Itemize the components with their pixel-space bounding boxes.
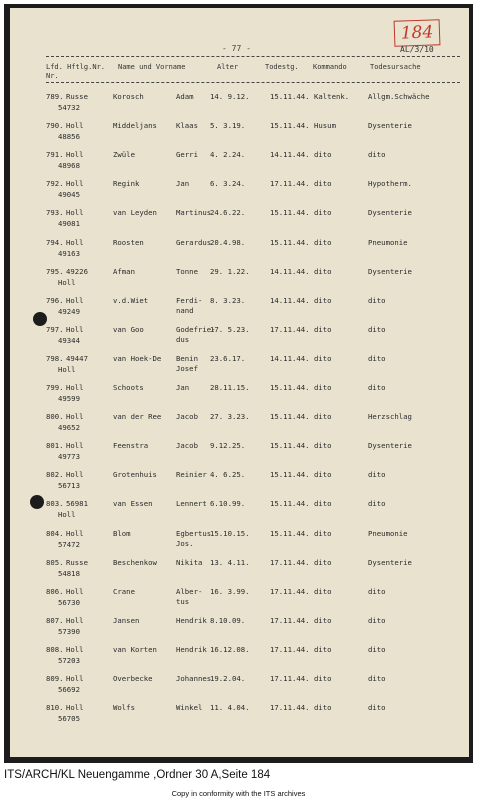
death-date: 17.11.44. [270, 324, 310, 334]
birth-date: 20.4.98. [210, 237, 246, 247]
surname: Beschenkow [113, 557, 157, 567]
entry-number: 791. [46, 150, 64, 160]
table-row [0, 441, 477, 469]
prisoner-number: 57390 [58, 626, 80, 636]
table-row [0, 296, 477, 324]
cause-of-death: dito [368, 295, 386, 305]
death-date: 17.11.44. [270, 179, 310, 189]
cause-of-death: dito [368, 703, 386, 713]
nationality: Holl [66, 703, 84, 713]
header-cause: Todesursache [370, 63, 421, 71]
first-name-continued: tus [176, 596, 190, 606]
table-row [0, 238, 477, 266]
entry-number: 790. [46, 121, 64, 131]
entry-number: 806. [46, 586, 64, 596]
first-name: Gerardus [176, 237, 212, 247]
cause-of-death: dito [368, 324, 386, 334]
first-name: Gerri [176, 150, 198, 160]
birth-date: 29. 1.22. [210, 266, 250, 276]
cause-of-death: dito [368, 470, 386, 480]
cause-of-death: Dysenterie [368, 121, 412, 131]
entry-number: 800. [46, 412, 64, 422]
command: dito [314, 703, 332, 713]
surname: Feenstra [113, 441, 149, 451]
cause-of-death: Herzschlag [368, 412, 412, 422]
cause-of-death: Hypotherm. [368, 179, 412, 189]
birth-date: 11. 4.04. [210, 703, 250, 713]
command: dito [314, 179, 332, 189]
copy-note: Copy in conformity with the ITS archives [171, 789, 306, 798]
first-name: Ferdi- [176, 295, 203, 305]
prisoner-number: 49045 [58, 190, 80, 200]
table-row [0, 470, 477, 498]
entry-number: 810. [46, 703, 64, 713]
nationality: Holl [66, 383, 84, 392]
death-date: 17.11.44. [270, 674, 310, 683]
command: dito [314, 237, 332, 247]
command: dito [314, 208, 332, 218]
header-nr: Lfd. Hftlg.Nr. Nr. [46, 63, 106, 80]
table-row [0, 674, 477, 702]
surname: Wolfs [113, 703, 135, 713]
header-command: Kommando [313, 63, 347, 71]
cause-of-death: dito [368, 586, 386, 596]
surname: van Leyden [113, 208, 157, 218]
birth-date: 6. 3.24. [210, 179, 246, 189]
table-row [0, 121, 477, 149]
entry-number: 804. [46, 528, 64, 538]
first-name: Alber- [176, 586, 203, 596]
birth-date: 23.6.17. [210, 353, 246, 363]
entry-number: 789. [46, 92, 64, 101]
table-row [0, 558, 477, 586]
command: dito [314, 150, 332, 160]
surname: Grotenhuis [113, 470, 157, 480]
surname: Zwüle [113, 150, 135, 160]
header-name: Name und Vorname [118, 63, 186, 71]
death-date: 15.11.44. [270, 499, 310, 509]
birth-date: 4. 6.25. [210, 470, 246, 480]
first-name-continued: nand [176, 305, 194, 315]
birth-date: 14. 9.12. [210, 92, 250, 101]
surname: Korosch [113, 92, 144, 101]
entry-number: 797. [46, 324, 64, 334]
nationality: Russe [66, 557, 88, 567]
cause-of-death: Pneumonie [368, 528, 408, 538]
first-name: Jan [176, 383, 190, 392]
entry-number: 807. [46, 615, 64, 625]
first-name-continued: Jos. [176, 538, 194, 548]
nationality: Holl [66, 208, 84, 218]
nationality: Holl [66, 412, 84, 422]
prisoner-number: 49599 [58, 394, 80, 403]
death-date: 15.11.44. [270, 208, 310, 218]
page-stamp: 184 [394, 19, 441, 47]
surname: van der Ree [113, 412, 162, 422]
prisoner-number: Holl [58, 277, 76, 287]
birth-date: 24.6.22. [210, 208, 246, 218]
entry-number: 805. [46, 557, 64, 567]
surname: van Goo [113, 324, 144, 334]
table-row [0, 587, 477, 615]
command: dito [314, 674, 332, 683]
first-name: Johannes [176, 674, 212, 683]
nationality: 49447 [66, 353, 88, 363]
first-name: Godefrie- [176, 324, 216, 334]
table-row [0, 92, 477, 120]
first-name: Klaas [176, 121, 198, 131]
command: dito [314, 383, 332, 392]
first-name: Benin [176, 353, 198, 363]
table-row [0, 499, 477, 527]
nationality: Holl [66, 644, 84, 654]
prisoner-number: Holl [58, 510, 76, 520]
entry-number: 801. [46, 441, 64, 451]
birth-date: 8. 3.23. [210, 295, 246, 305]
first-name: Nikita [176, 557, 203, 567]
surname: Roosten [113, 237, 144, 247]
table-row [0, 616, 477, 644]
death-date: 15.11.44. [270, 412, 310, 422]
prisoner-number: 56730 [58, 597, 80, 607]
first-name: Jacob [176, 412, 198, 422]
command: dito [314, 615, 332, 625]
prisoner-number: 49081 [58, 219, 80, 229]
cause-of-death: Dysenterie [368, 441, 412, 451]
prisoner-number: 49163 [58, 248, 80, 258]
entry-number: 808. [46, 644, 64, 654]
command: dito [314, 470, 332, 480]
command: dito [314, 295, 332, 305]
birth-date: 13. 4.11. [210, 557, 250, 567]
page-number: - 77 - [222, 44, 251, 53]
surname: Jansen [113, 615, 140, 625]
first-name: Adam [176, 92, 194, 101]
death-date: 17.11.44. [270, 586, 310, 596]
cause-of-death: Allgm.Schwäche [368, 92, 430, 101]
cause-of-death: dito [368, 150, 386, 160]
birth-date: 19.2.04. [210, 674, 246, 683]
surname: Overbecke [113, 674, 153, 683]
nationality: Holl [66, 441, 84, 451]
death-date: 14.11.44. [270, 353, 310, 363]
table-row [0, 325, 477, 353]
nationality: Holl [66, 150, 84, 160]
birth-date: 15.10.15. [210, 528, 250, 538]
prisoner-number: 49344 [58, 335, 80, 345]
prisoner-number: 49773 [58, 452, 80, 462]
death-date: 15.11.44. [270, 528, 310, 538]
punch-hole-top [33, 312, 47, 326]
cause-of-death: dito [368, 499, 386, 509]
prisoner-number: 57472 [58, 539, 80, 549]
surname: v.d.Wiet [113, 295, 149, 305]
cause-of-death: dito [368, 615, 386, 625]
entry-number: 793. [46, 208, 64, 218]
birth-date: 4. 2.24. [210, 150, 246, 160]
command: dito [314, 644, 332, 654]
first-name: Hendrik [176, 615, 207, 625]
first-name: Jan [176, 179, 190, 189]
table-row [0, 529, 477, 557]
first-name: Reinier [176, 470, 207, 480]
birth-date: 6.10.99. [210, 499, 246, 509]
reference-code: AL/3/10 [400, 45, 434, 54]
birth-date: 16.12.08. [210, 644, 250, 654]
command: Kaltenk. [314, 92, 350, 101]
nationality: Holl [66, 674, 84, 683]
surname: Middeljans [113, 121, 157, 131]
command: dito [314, 557, 332, 567]
surname: Crane [113, 586, 135, 596]
nationality: Russe [66, 92, 88, 101]
command: dito [314, 499, 332, 509]
nationality: 49226 [66, 266, 88, 276]
punch-hole-bottom [30, 495, 44, 509]
cause-of-death: dito [368, 383, 386, 392]
table-row [0, 354, 477, 382]
header-death: Todestg. [265, 63, 299, 71]
nationality: Holl [66, 615, 84, 625]
nationality: Holl [66, 470, 84, 480]
first-name: Lennert [176, 499, 207, 509]
cause-of-death: Dysenterie [368, 266, 412, 276]
death-date: 17.11.44. [270, 703, 310, 713]
header-rule-top [46, 56, 460, 57]
cause-of-death: Pneumonie [368, 237, 408, 247]
entry-number: 809. [46, 674, 64, 683]
first-name-continued: Josef [176, 363, 198, 373]
table-row [0, 645, 477, 673]
entry-number: 799. [46, 383, 64, 392]
command: dito [314, 412, 332, 422]
birth-date: 9.12.25. [210, 441, 246, 451]
first-name: Hendrik [176, 644, 207, 654]
entry-number: 798. [46, 353, 64, 363]
death-date: 15.11.44. [270, 121, 310, 131]
prisoner-number: 57203 [58, 655, 80, 665]
entry-number: 792. [46, 179, 64, 189]
archive-caption: ITS/ARCH/KL Neuengamme ,Ordner 30 A,Seite 184 [4, 769, 271, 781]
table-row [0, 412, 477, 440]
first-name-continued: dus [176, 334, 190, 344]
surname: van Korten [113, 644, 157, 654]
command: dito [314, 586, 332, 596]
table-row [0, 703, 477, 731]
prisoner-number: 54818 [58, 568, 80, 578]
nationality: Holl [66, 179, 84, 189]
death-date: 17.11.44. [270, 557, 310, 567]
command: dito [314, 441, 332, 451]
entry-number: 795. [46, 266, 64, 276]
surname: van Hoek-De [113, 353, 162, 363]
death-date: 14.11.44. [270, 150, 310, 160]
entry-number: 803. [46, 499, 64, 509]
prisoner-number: 54732 [58, 103, 80, 112]
birth-date: 17. 5.23. [210, 324, 250, 334]
command: Husum [314, 121, 336, 131]
prisoner-number: 49249 [58, 306, 80, 316]
birth-date: 16. 3.99. [210, 586, 250, 596]
first-name: Martinus [176, 208, 212, 218]
command: dito [314, 353, 332, 363]
death-date: 15.11.44. [270, 92, 310, 101]
command: dito [314, 324, 332, 334]
table-row [0, 383, 477, 411]
prisoner-number: 56705 [58, 714, 80, 724]
prisoner-number: 49652 [58, 423, 80, 433]
first-name: Winkel [176, 703, 203, 713]
surname: Regink [113, 179, 140, 189]
death-date: 15.11.44. [270, 383, 310, 392]
surname: Blom [113, 528, 131, 538]
first-name: Jacob [176, 441, 198, 451]
entry-number: 794. [46, 237, 64, 247]
death-date: 15.11.44. [270, 237, 310, 247]
cause-of-death: dito [368, 353, 386, 363]
entry-number: 802. [46, 470, 64, 480]
table-row [0, 179, 477, 207]
prisoner-number: Holl [58, 364, 76, 374]
surname: Schoots [113, 383, 144, 392]
table-row [0, 208, 477, 236]
nationality: Holl [66, 324, 84, 334]
first-name: Tonne [176, 266, 198, 276]
cause-of-death: Dysenterie [368, 557, 412, 567]
prisoner-number: 48856 [58, 132, 80, 142]
header-rule-bottom [46, 82, 460, 83]
death-date: 15.11.44. [270, 470, 310, 480]
death-date: 14.11.44. [270, 266, 310, 276]
nationality: Holl [66, 237, 84, 247]
birth-date: 28.11.15. [210, 383, 250, 392]
table-row [0, 150, 477, 178]
prisoner-number: 48968 [58, 161, 80, 171]
cause-of-death: dito [368, 644, 386, 654]
nationality: Holl [66, 586, 84, 596]
entry-number: 796. [46, 295, 64, 305]
birth-date: 27. 3.23. [210, 412, 250, 422]
birth-date: 5. 3.19. [210, 121, 246, 131]
surname: van Essen [113, 499, 153, 509]
prisoner-number: 56713 [58, 481, 80, 491]
nationality: Holl [66, 121, 84, 131]
prisoner-number: 56692 [58, 685, 80, 694]
nationality: 56981 [66, 499, 88, 509]
header-age: Alter [217, 63, 239, 71]
command: dito [314, 266, 332, 276]
death-date: 17.11.44. [270, 615, 310, 625]
death-date: 14.11.44. [270, 295, 310, 305]
cause-of-death: dito [368, 674, 386, 683]
death-date: 15.11.44. [270, 441, 310, 451]
cause-of-death: Dysenterie [368, 208, 412, 218]
death-date: 17.11.44. [270, 644, 310, 654]
table-row [0, 267, 477, 295]
birth-date: 8.10.09. [210, 615, 246, 625]
nationality: Holl [66, 528, 84, 538]
surname: Afman [113, 266, 135, 276]
nationality: Holl [66, 295, 84, 305]
command: dito [314, 528, 332, 538]
first-name: Egbertus [176, 528, 212, 538]
